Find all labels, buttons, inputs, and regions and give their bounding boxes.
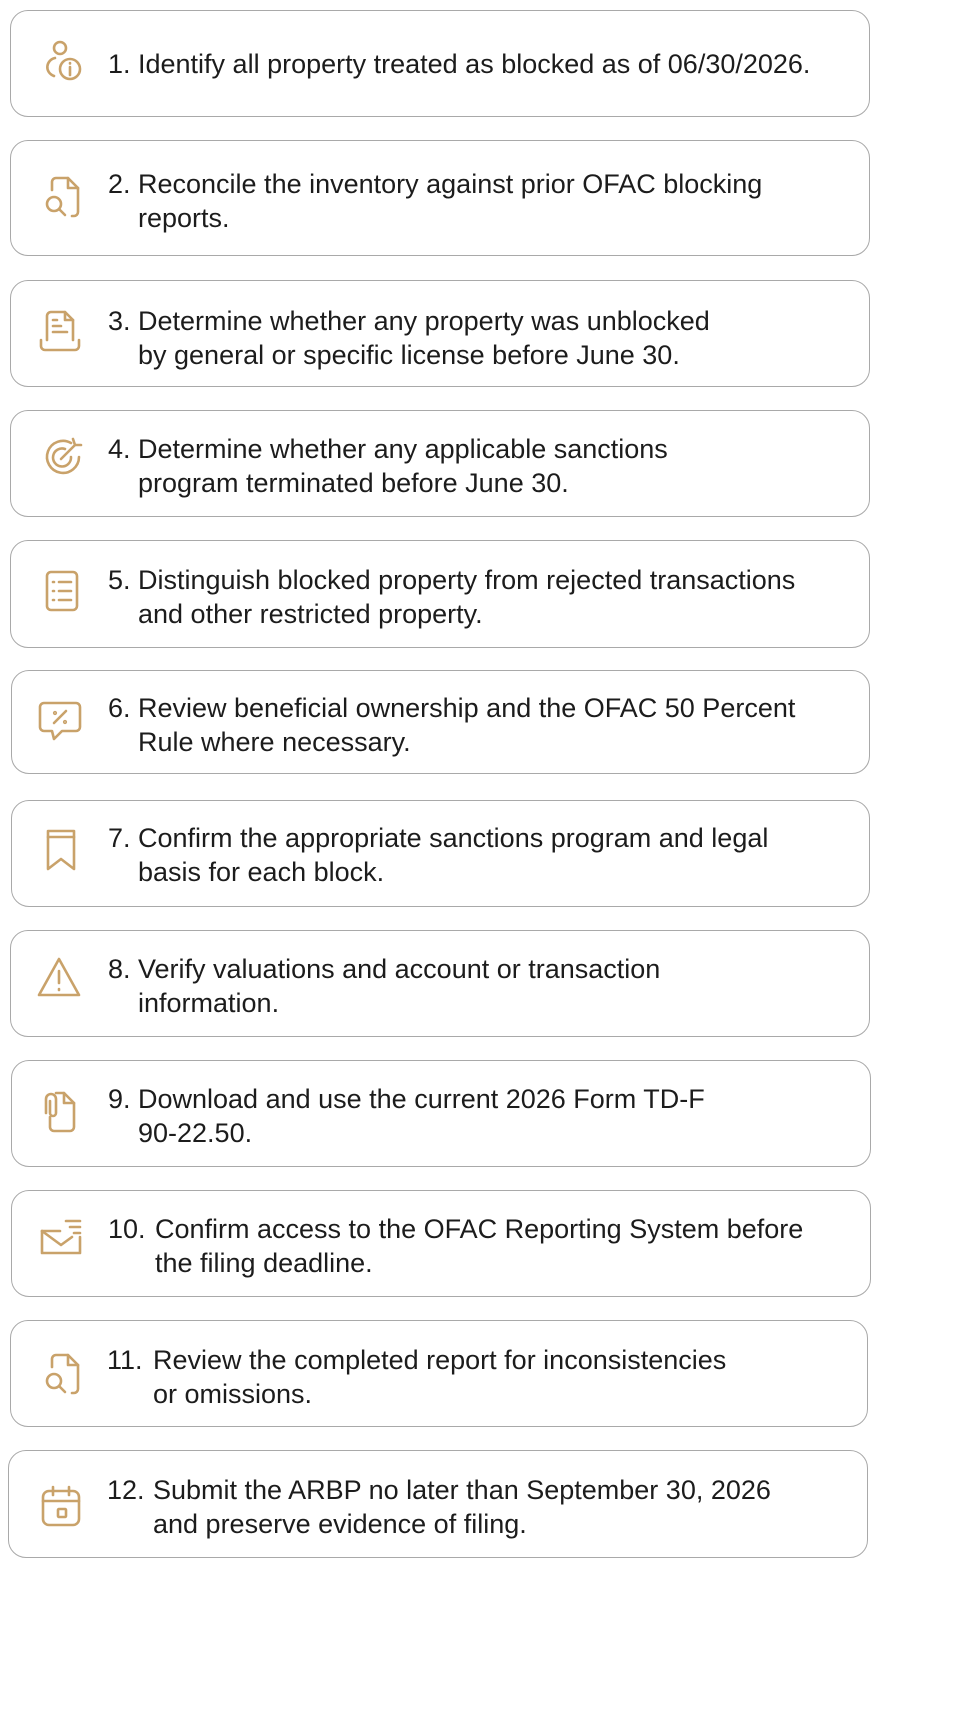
warning-icon (33, 953, 85, 1005)
item-number: 2. (108, 169, 131, 199)
list-item (10, 280, 870, 387)
percent-message-icon (34, 695, 86, 747)
item-text: Confirm access to the OFAC Reporting System before the filing deadline. (155, 1214, 804, 1278)
list-item (10, 540, 870, 648)
list-item (11, 800, 870, 907)
list-item (11, 1060, 871, 1167)
item-text: Determine whether any applicable sanctions program terminated before June 30. (138, 434, 668, 498)
item-text: Review the completed report for inconsistencies or omissions. (153, 1345, 727, 1409)
item-text: Confirm the appropriate sanctions program and legal basis for each block. (138, 823, 769, 887)
user-info-icon (38, 36, 90, 88)
list-item (11, 1190, 871, 1297)
item-text: Identify all property treated as blocked as of 06/30/2026. (138, 49, 811, 79)
item-number: 1. (108, 49, 131, 79)
item-number: 11. (107, 1345, 143, 1375)
item-number: 5. (108, 565, 131, 595)
item-number: 7. (108, 823, 131, 853)
item-number: 10. (108, 1214, 146, 1244)
bookmark-icon (36, 825, 88, 877)
list-item (10, 410, 870, 517)
list-item (11, 670, 870, 774)
document-tray-icon (35, 306, 87, 358)
item-text: Submit the ARBP no later than September 30, 2026 and preserve evidence of filing. (153, 1475, 771, 1539)
list-item (10, 1320, 868, 1427)
item-text: Distinguish blocked property from rejected transactions and other restricted property. (138, 565, 796, 629)
list-icon (37, 566, 89, 618)
item-text: Review beneficial ownership and the OFAC 50 Percent Rule where necessary. (138, 693, 796, 757)
item-text: Verify valuations and account or transaction information. (138, 954, 661, 1018)
document-search-icon (38, 1349, 90, 1401)
target-arrow-icon (37, 433, 89, 485)
document-attachment-icon (34, 1087, 86, 1139)
item-text: Reconcile the inventory against prior OFAC blocking reports. (138, 169, 763, 233)
item-number: 3. (108, 306, 131, 336)
item-number: 9. (108, 1084, 131, 1114)
item-number: 12. (107, 1475, 145, 1505)
item-number: 6. (108, 693, 131, 723)
item-number: 4. (108, 434, 131, 464)
list-item (10, 140, 870, 256)
item-number: 8. (108, 954, 131, 984)
item-text: Determine whether any property was unblocked by general or specific license before June 30. (138, 306, 710, 370)
list-item (8, 1450, 868, 1558)
list-item (10, 10, 870, 117)
calendar-icon (35, 1481, 87, 1533)
document-search-icon (38, 172, 90, 224)
item-text: Download and use the current 2026 Form TD-F 90-22.50. (138, 1084, 705, 1148)
list-item (10, 930, 870, 1037)
mail-icon (36, 1213, 88, 1265)
